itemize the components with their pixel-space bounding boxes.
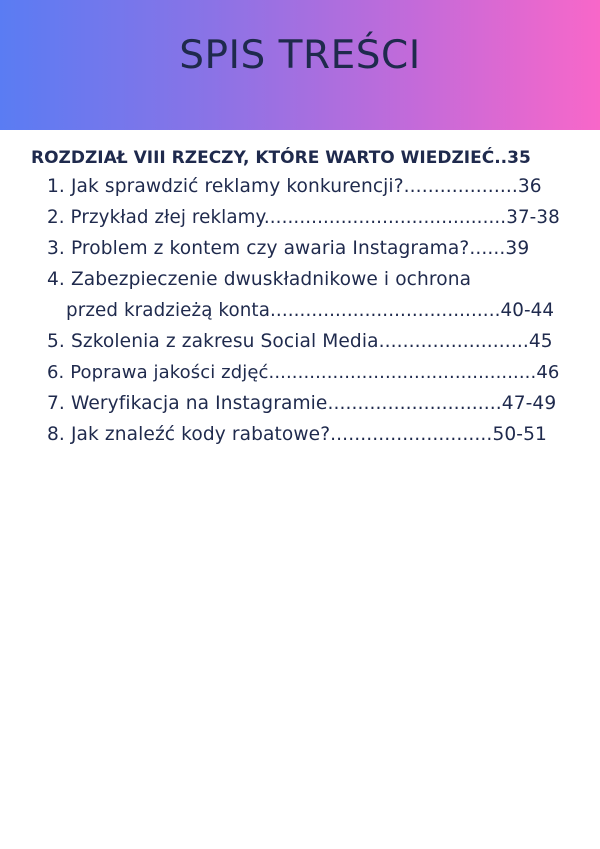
toc-item: 1. Jak sprawdzić reklamy konkurencji?...................36 (47, 176, 542, 197)
chapter-heading: ROZDZIAŁ VIII RZECZY, KTÓRE WARTO WIEDZIEĆ..35 (31, 148, 531, 168)
toc-item-continuation: przed kradzieżą konta.......................................40-44 (66, 300, 555, 321)
toc-item: 6. Poprawa jakości zdjęć..............................................46 (47, 362, 560, 383)
toc-item: 7. Weryfikacja na Instagramie.............................47-49 (47, 393, 557, 414)
toc-item: 5. Szkolenia z zakresu Social Media.........................45 (47, 331, 553, 352)
toc-item: 2. Przykład złej reklamy.........................................37-38 (47, 207, 560, 228)
page-title: SPIS TREŚCI (179, 33, 421, 78)
toc-item: 4. Zabezpieczenie dwuskładnikowe i ochrona (47, 269, 472, 290)
toc-item: 8. Jak znaleźć kody rabatowe?...........................50-51 (47, 424, 547, 445)
toc-item: 3. Problem z kontem czy awaria Instagrama?......39 (47, 238, 530, 259)
header-banner (0, 0, 600, 130)
